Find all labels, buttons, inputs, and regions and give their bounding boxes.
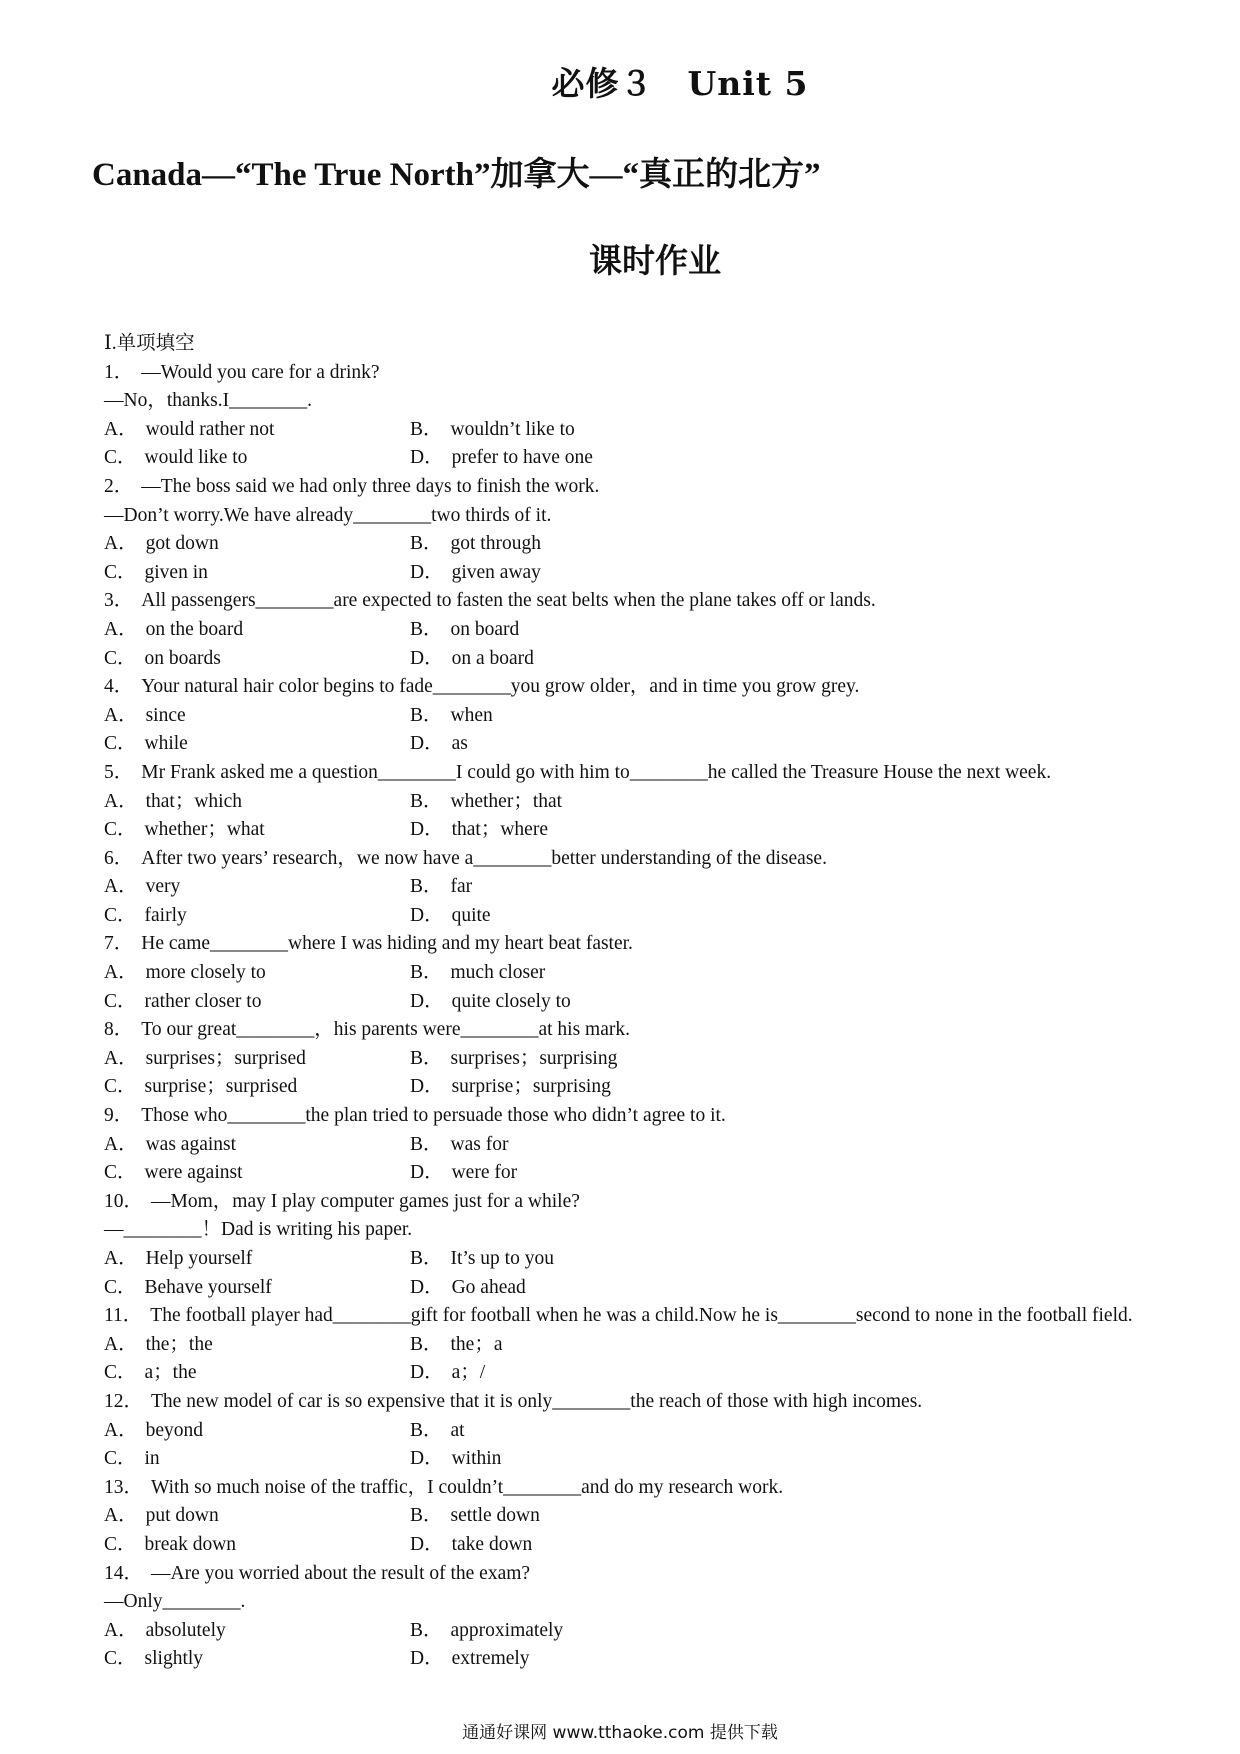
question-item (104, 473, 1184, 587)
question-text: —The boss said we had only three days to finish the work. (141, 475, 600, 497)
question-reply (104, 1216, 1184, 1245)
option-letter: C． (104, 1276, 137, 1298)
question-stem (104, 845, 1184, 874)
question-item (104, 930, 1184, 1016)
option-letter: D． (410, 1162, 444, 1184)
answer-option (410, 1245, 810, 1274)
option-text: that；where (451, 819, 548, 841)
option-letter: C． (104, 1076, 137, 1098)
option-text: within (451, 1448, 502, 1470)
question-item (104, 1388, 1184, 1474)
question-text: —Only________. (104, 1591, 246, 1613)
answer-option (410, 1617, 810, 1646)
answer-option (410, 1331, 810, 1360)
option-grid (104, 959, 1184, 1016)
question-text: —________！Dad is writing his paper. (104, 1219, 413, 1241)
question-stem (104, 1474, 1184, 1503)
exercise-body (104, 330, 1184, 1674)
answer-option (410, 1502, 810, 1531)
option-text: on a board (451, 647, 534, 669)
option-letter: C． (104, 1162, 137, 1184)
answer-option (104, 1159, 410, 1188)
option-grid (104, 1131, 1184, 1188)
option-letter: C． (104, 733, 137, 755)
option-text: surprise；surprising (451, 1076, 611, 1098)
option-letter: B． (410, 1248, 443, 1269)
question-item (104, 587, 1184, 673)
option-letter: C． (104, 447, 137, 469)
question-stem (104, 1388, 1184, 1417)
option-letter: A． (104, 533, 138, 555)
option-grid (104, 788, 1184, 845)
question-reply (104, 387, 1184, 416)
question-text: Mr Frank asked me a question________I could go with him to________he called the Treasure House the next week. (141, 761, 1052, 783)
option-letter: B． (410, 1333, 443, 1355)
option-letter: A． (104, 1333, 138, 1355)
option-text: got through (450, 533, 541, 555)
answer-option (410, 1417, 810, 1446)
page-footer: 通通好课网 www.tthaoke.com 提供下载 (462, 1723, 778, 1743)
option-text: surprises；surprised (145, 1047, 306, 1069)
homework-title: 课时作业 (589, 241, 721, 280)
option-text: when (450, 704, 493, 726)
answer-option (104, 730, 410, 759)
option-text: slightly (144, 1648, 204, 1670)
option-text: approximately (450, 1619, 564, 1641)
option-text: very (145, 876, 181, 898)
option-text: quite closely to (451, 990, 571, 1012)
option-letter: D． (410, 990, 444, 1012)
option-text: a；the (144, 1362, 197, 1384)
option-letter: D． (410, 1533, 444, 1555)
question-stem (104, 1016, 1184, 1045)
option-letter: A． (104, 876, 138, 898)
option-letter: D． (410, 1362, 444, 1384)
option-grid (104, 1045, 1184, 1102)
question-text: —No，thanks.I________. (104, 390, 312, 412)
answer-option (410, 988, 810, 1017)
option-text: quite (451, 904, 491, 926)
option-text: It’s up to you (450, 1248, 554, 1269)
option-letter: D． (410, 819, 444, 841)
question-item (104, 1016, 1184, 1102)
question-item (104, 1474, 1184, 1560)
question-number: 5． (104, 761, 134, 783)
option-grid (104, 530, 1184, 587)
question-stem (104, 930, 1184, 959)
unit-heading: 必修３ Unit 5 (551, 64, 809, 103)
option-text: prefer to have one (451, 447, 593, 469)
option-text: surprise；surprised (144, 1076, 298, 1098)
option-text: much closer (450, 962, 546, 984)
option-text: surprises；surprising (450, 1047, 618, 1069)
question-list (104, 359, 1184, 1674)
option-letter: B． (410, 704, 443, 726)
option-text: far (450, 876, 473, 898)
option-letter: A． (104, 1133, 138, 1155)
question-item (104, 759, 1184, 845)
question-number: 14． (104, 1562, 144, 1584)
option-letter: C． (104, 561, 137, 583)
option-letter: A． (104, 418, 138, 440)
answer-option (104, 1417, 410, 1446)
question-number: 13． (104, 1476, 144, 1498)
option-letter: A． (104, 1419, 138, 1441)
answer-option (410, 816, 810, 845)
option-text: the；a (450, 1333, 503, 1355)
question-number: 7． (104, 933, 134, 955)
question-text: —Mom，may I play computer games just for a while? (151, 1190, 580, 1212)
question-item (104, 1102, 1184, 1188)
question-stem (104, 1188, 1184, 1217)
option-letter: D． (410, 1448, 444, 1470)
option-grid (104, 616, 1184, 673)
answer-option (410, 416, 810, 445)
question-text: After two years’ research，we now have a________better understanding of the disease. (141, 847, 827, 869)
option-text: absolutely (145, 1619, 226, 1641)
option-text: on board (450, 618, 520, 640)
option-letter: A． (104, 704, 138, 726)
answer-option (104, 1531, 410, 1560)
option-text: beyond (145, 1419, 203, 1441)
option-grid (104, 1245, 1184, 1302)
option-text: were against (144, 1162, 243, 1184)
answer-option (104, 416, 410, 445)
answer-option (410, 1045, 810, 1074)
answer-option (104, 816, 410, 845)
option-text: would like to (144, 447, 248, 469)
option-text: fairly (144, 904, 187, 926)
question-text: Those who________the plan tried to persuade those who didn’t agree to it. (141, 1105, 726, 1127)
answer-option (104, 444, 410, 473)
question-number: 3． (104, 590, 134, 612)
answer-option (104, 1073, 410, 1102)
option-letter: B． (410, 1133, 443, 1155)
answer-option (410, 730, 810, 759)
option-letter: A． (104, 1505, 138, 1527)
option-text: whether；that (450, 790, 563, 812)
question-stem (104, 759, 1184, 788)
question-stem (104, 673, 1184, 702)
answer-option (410, 1274, 810, 1303)
answer-option (410, 1131, 810, 1160)
answer-option (410, 444, 810, 473)
option-text: break down (144, 1533, 237, 1555)
option-text: on the board (145, 618, 244, 640)
answer-option (104, 1617, 410, 1646)
option-text: would rather not (145, 418, 275, 440)
answer-option (410, 1073, 810, 1102)
question-text: —Would you care for a drink? (141, 361, 380, 383)
option-letter: B． (410, 876, 443, 898)
answer-option (410, 559, 810, 588)
option-text: take down (451, 1533, 533, 1555)
option-text: were for (451, 1162, 518, 1184)
option-text: a；/ (451, 1362, 486, 1384)
option-letter: C． (104, 819, 137, 841)
option-letter: B． (410, 1505, 443, 1527)
option-letter: A． (104, 1047, 138, 1069)
option-text: wouldn’t like to (450, 418, 575, 440)
question-number: 2． (104, 475, 134, 497)
answer-option (410, 645, 810, 674)
question-text: To our great________，his parents were________at his mark. (141, 1019, 631, 1041)
option-letter: D． (410, 904, 444, 926)
option-grid (104, 1502, 1184, 1559)
option-letter: D． (410, 1648, 444, 1670)
option-letter: A． (104, 790, 138, 812)
option-text: Help yourself (145, 1248, 253, 1269)
answer-option (410, 616, 810, 645)
option-letter: A． (104, 962, 138, 984)
answer-option (104, 1502, 410, 1531)
answer-option (410, 530, 810, 559)
option-text: given in (144, 561, 208, 583)
answer-option (104, 616, 410, 645)
lesson-title: Canada—“The True North”加拿大—“真正的北方” (92, 157, 821, 193)
question-text: Your natural hair color begins to fade________you grow older，and in time you grow grey. (141, 676, 860, 698)
option-letter: D． (410, 447, 444, 469)
answer-option (410, 1645, 810, 1674)
option-letter: B． (410, 1419, 443, 1441)
option-letter: A． (104, 618, 138, 640)
question-text: —Don’t worry.We have already________two thirds of it. (104, 504, 552, 526)
answer-option (104, 1445, 410, 1474)
option-letter: C． (104, 1533, 137, 1555)
question-number: 11． (104, 1305, 143, 1327)
option-letter: D． (410, 647, 444, 669)
answer-option (104, 1331, 410, 1360)
option-letter: C． (104, 904, 137, 926)
answer-option (104, 1131, 410, 1160)
question-text: With so much noise of the traffic，I couldn’t________and do my research work. (151, 1476, 784, 1498)
answer-option (104, 988, 410, 1017)
answer-option (410, 788, 810, 817)
question-text: The new model of car is so expensive that it is only________the reach of those with high incomes. (151, 1390, 923, 1412)
option-text: as (451, 733, 468, 755)
answer-option (410, 1159, 810, 1188)
question-text: He came________where I was hiding and my heart beat faster. (141, 933, 633, 955)
answer-option (410, 873, 810, 902)
option-text: extremely (451, 1648, 530, 1670)
option-letter: D． (410, 1276, 444, 1298)
option-grid (104, 1617, 1184, 1674)
option-text: was for (450, 1133, 509, 1155)
option-letter: C． (104, 1362, 137, 1384)
option-text: in (144, 1448, 160, 1470)
question-stem (104, 587, 1184, 616)
option-grid (104, 873, 1184, 930)
question-item (104, 1302, 1184, 1388)
answer-option (410, 1531, 810, 1560)
option-letter: B． (410, 962, 443, 984)
option-text: given away (451, 561, 541, 583)
option-text: Behave yourself (144, 1276, 272, 1298)
option-letter: C． (104, 647, 137, 669)
answer-option (104, 702, 410, 731)
question-number: 10． (104, 1190, 144, 1212)
option-letter: A． (104, 1619, 138, 1641)
question-number: 6． (104, 847, 134, 869)
option-text: that；which (145, 790, 242, 812)
option-letter: B． (410, 1047, 443, 1069)
question-number: 9． (104, 1105, 134, 1127)
option-letter: B． (410, 790, 443, 812)
answer-option (410, 1359, 810, 1388)
answer-option (104, 530, 410, 559)
question-stem (104, 1302, 1184, 1331)
answer-option (104, 1645, 410, 1674)
question-item (104, 1188, 1184, 1302)
option-letter: B． (410, 418, 443, 440)
question-text: All passengers________are expected to fasten the seat belts when the plane takes off or lands. (141, 590, 876, 612)
question-number: 1． (104, 361, 134, 383)
option-grid (104, 416, 1184, 473)
option-letter: B． (410, 533, 443, 555)
question-stem (104, 1102, 1184, 1131)
option-letter: C． (104, 990, 137, 1012)
option-letter: B． (410, 618, 443, 640)
option-text: the；the (145, 1333, 213, 1355)
answer-option (104, 788, 410, 817)
option-letter: C． (104, 1648, 137, 1670)
option-text: more closely to (145, 962, 266, 984)
option-text: put down (145, 1505, 219, 1527)
question-number: 12． (104, 1390, 144, 1412)
question-reply (104, 502, 1184, 531)
option-letter: D． (410, 1076, 444, 1098)
answer-option (104, 1274, 410, 1303)
option-grid (104, 1417, 1184, 1474)
answer-option (104, 1045, 410, 1074)
answer-option (104, 873, 410, 902)
option-text: rather closer to (144, 990, 262, 1012)
section-title: Ⅰ.单项填空 (104, 333, 195, 354)
option-letter: B． (410, 1619, 443, 1641)
option-letter: D． (410, 561, 444, 583)
option-text: was against (145, 1133, 237, 1155)
question-number: 8． (104, 1019, 134, 1041)
option-text: whether；what (144, 819, 265, 841)
question-item (104, 673, 1184, 759)
question-item (104, 845, 1184, 931)
question-text: The football player had________gift for football when he was a child.Now he is________second to none in the football field. (150, 1305, 1133, 1327)
question-stem (104, 1560, 1184, 1589)
answer-option (104, 1245, 410, 1274)
answer-option (104, 645, 410, 674)
answer-option (410, 959, 810, 988)
question-number: 4． (104, 676, 134, 698)
answer-option (410, 1445, 810, 1474)
option-text: while (144, 733, 188, 755)
option-letter: D． (410, 733, 444, 755)
question-item (104, 359, 1184, 473)
option-grid (104, 1331, 1184, 1388)
answer-option (104, 959, 410, 988)
option-letter: A． (104, 1248, 138, 1269)
answer-option (104, 559, 410, 588)
option-text: Go ahead (451, 1276, 526, 1298)
option-grid (104, 702, 1184, 759)
option-text: settle down (450, 1505, 540, 1527)
option-text: since (145, 704, 186, 726)
option-letter: C． (104, 1448, 137, 1470)
question-reply (104, 1588, 1184, 1617)
answer-option (104, 1359, 410, 1388)
option-text: on boards (144, 647, 221, 669)
question-item (104, 1560, 1184, 1674)
question-stem (104, 473, 1184, 502)
question-text: —Are you worried about the result of the exam? (151, 1562, 531, 1584)
question-stem (104, 359, 1184, 388)
option-text: got down (145, 533, 219, 555)
answer-option (410, 702, 810, 731)
answer-option (410, 902, 810, 931)
answer-option (104, 902, 410, 931)
option-text: at (450, 1419, 465, 1441)
